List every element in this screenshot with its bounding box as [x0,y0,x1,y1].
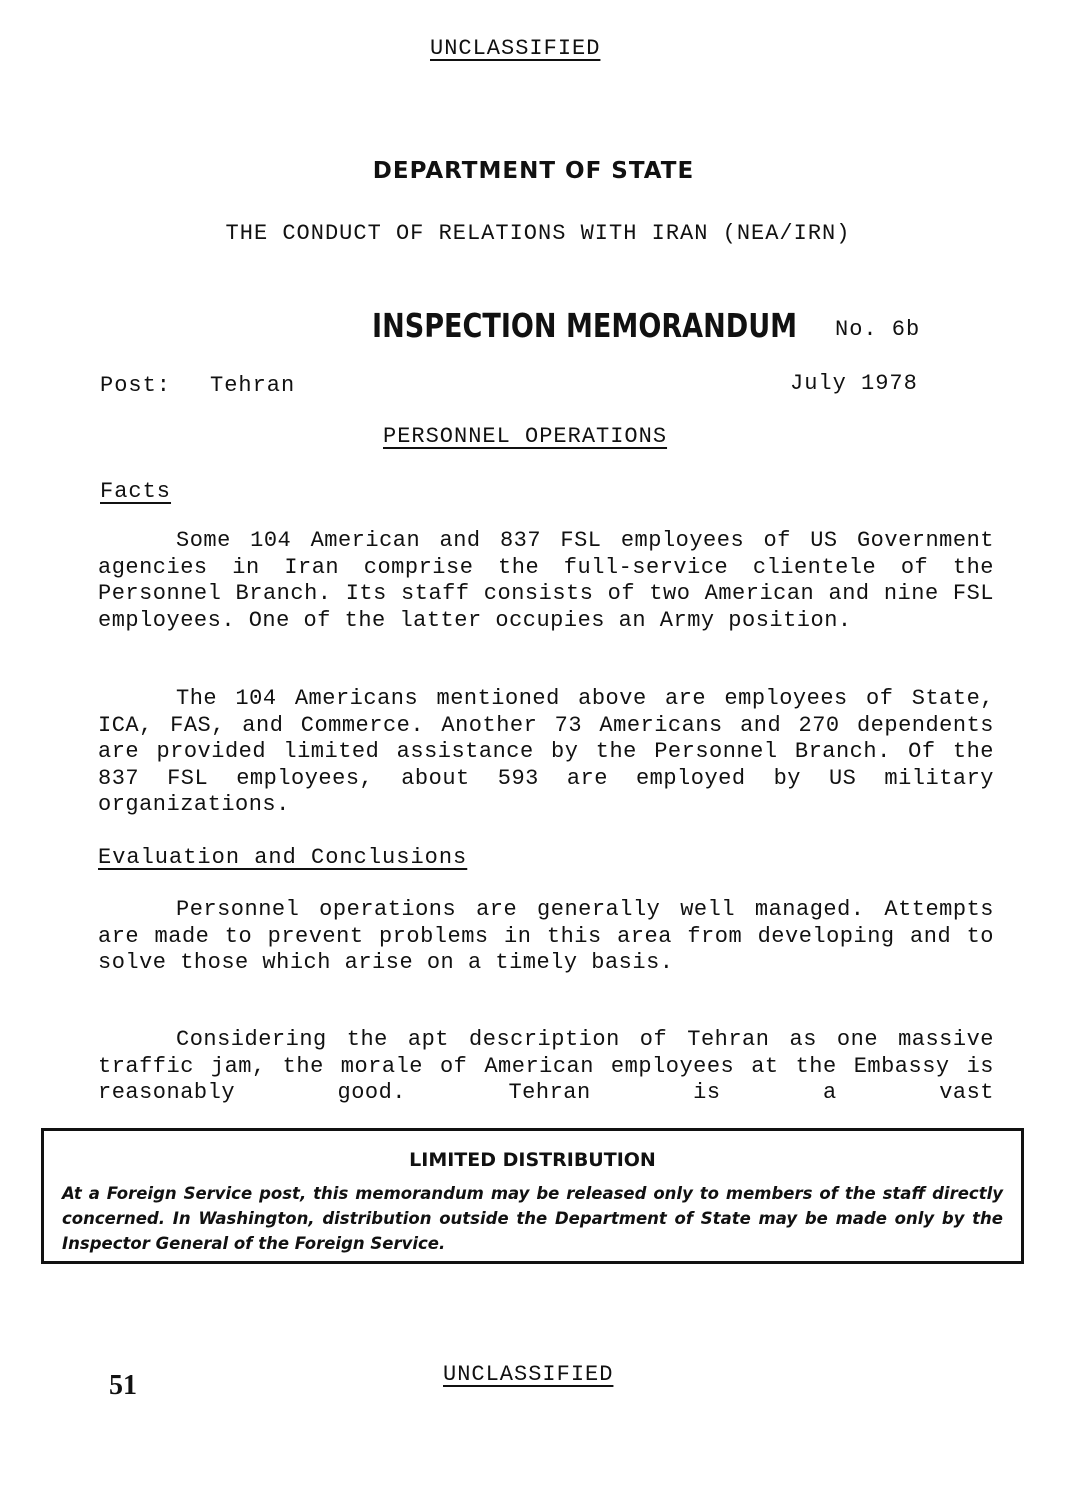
facts-paragraph-1: Some 104 American and 837 FSL employees of US Government agencies in Iran comprise the full-service clientele of the Personnel Branch. Its staff consists of two American and nine FSL employees. One of the latter occupies an Army position. [98,528,994,633]
evaluation-paragraph-2: Considering the apt description of Tehran as one massive traffic jam, the morale of American employees at the Embassy is reasonably good. Tehran is a vast [98,1027,994,1105]
department-heading: DEPARTMENT OF STATE [372,158,695,184]
evaluation-paragraph-1: Personnel operations are generally well managed. Attempts are made to prevent problems in this area from developing and to solve those which arise on a timely basis. [98,897,994,975]
classification-top: UNCLASSIFIED [430,36,601,61]
evaluation-heading: Evaluation and Conclusions [98,845,468,870]
memo-title: INSPECTION MEMORANDUM [372,306,798,345]
subject-line: THE CONDUCT OF RELATIONS WITH IRAN (NEA/IRN) [225,221,851,246]
facts-heading: Facts [100,479,172,504]
post-label: Post: [100,373,172,398]
memo-date: July 1978 [790,371,918,396]
post-value: Tehran [210,373,296,398]
classification-bottom: UNCLASSIFIED [443,1362,614,1387]
limited-distribution-title: LIMITED DISTRIBUTION [409,1149,656,1171]
page-number: 51 [109,1370,137,1401]
limited-distribution-box [41,1128,1024,1264]
section-title: PERSONNEL OPERATIONS [383,424,668,449]
facts-paragraph-2: The 104 Americans mentioned above are employees of State, ICA, FAS, and Commerce. Another 73 Americans and 270 dependents are provided limited assistance by the Personnel Branch. Of the 837 FSL employees, about 593 are employed by US military organizations. [98,686,994,817]
limited-distribution-text: At a Foreign Service post, this memorandum may be released only to members of the staff directly concerned. In Washington, distribution outside the Department of State may be made only by the Inspector General of the Foreign Service. [62,1184,1003,1253]
memo-number: No. 6b [835,317,921,342]
